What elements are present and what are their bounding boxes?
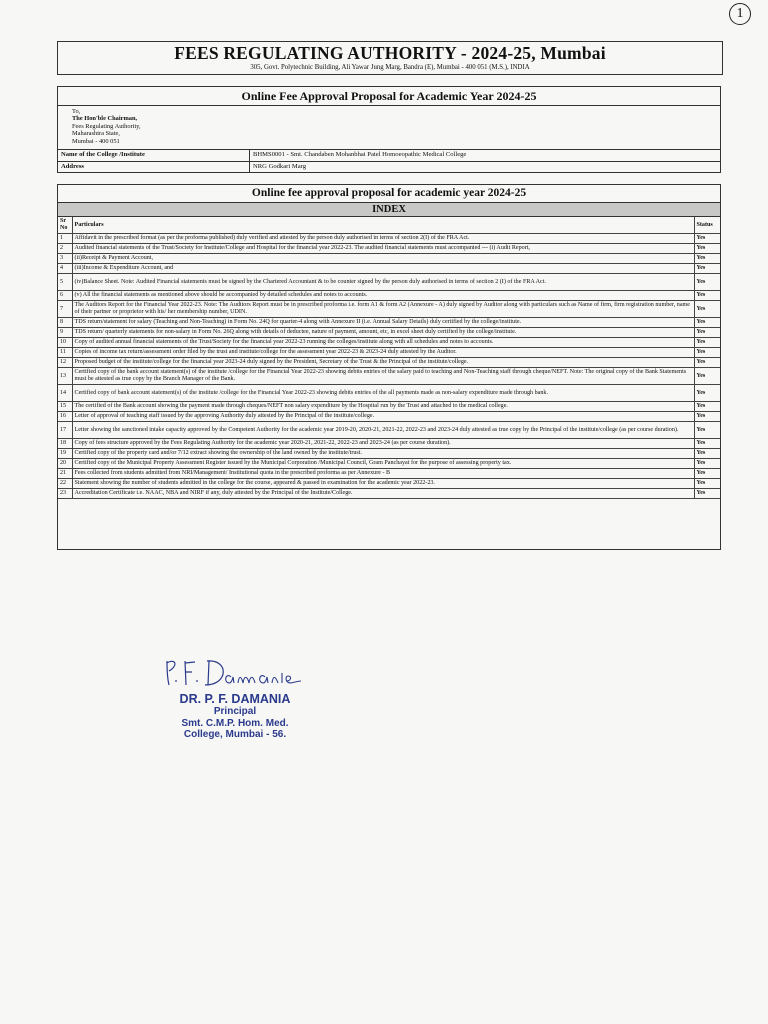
- row-status: Yes: [694, 459, 720, 469]
- row-sr: 14: [58, 385, 72, 402]
- index-row: [58, 412, 720, 422]
- row-particulars: Copy of audited annual financial statements of the Trust/Society for the financial year 2022-23 running the colleges/institute along with all schedules and notes to accounts.: [72, 338, 694, 348]
- row-status: Yes: [694, 385, 720, 402]
- address-value: NRG Godkari Marg: [253, 162, 306, 170]
- row-particulars: The Auditors Report for the Financial Year 2022-23. Note: The Auditors Report must be in prescribed proforma i.e. form A1 & form A2 (Annexure - A) duly signed by Auditor along with particulars such as Name of firm, firm registration number, name of their partner or proprietor with his/ her membership number, UDIN.: [72, 301, 694, 318]
- row-particulars: Proposed budget of the institute/college for the financial year 2023-24 duly signed by the President, Secretary of the Trust & the Principal of the institute/college.: [72, 358, 694, 368]
- row-status: Yes: [694, 489, 720, 499]
- proposal-box: [57, 86, 721, 173]
- addressee-line: To,: [72, 108, 81, 115]
- row-particulars: Letter showing the sanctioned intake capacity approved by the Competent Authority for the academic year 2019-20, 2020-21, 2021-22, 2022-23 and 2023-24 duly attested as true copy by the Principal of the institute/college (as per course duration).: [72, 422, 694, 439]
- row-status: Yes: [694, 422, 720, 439]
- row-status: Yes: [694, 338, 720, 348]
- row-sr: 3: [58, 254, 72, 264]
- row-particulars: The certified of the Bank account showing the payment made through cheques/NEFT non salary expenditure by the Hospital run by the Trust and attached to the medical college.: [72, 402, 694, 412]
- row-sr: 20: [58, 459, 72, 469]
- index-header-row: [58, 217, 720, 234]
- row-status: Yes: [694, 264, 720, 274]
- row-status: Yes: [694, 254, 720, 264]
- row-status: Yes: [694, 301, 720, 318]
- addressee-block: [58, 106, 720, 150]
- row-particulars: Fees collected from students admitted from NRI/Management/ Institutional quota in the prescribed proforma as per Annexure - B: [72, 469, 694, 479]
- college-label: Name of the College /Institute: [58, 150, 250, 161]
- row-sr: 2: [58, 244, 72, 254]
- row-sr: 15: [58, 402, 72, 412]
- col-particulars-header: Particulars: [72, 217, 694, 234]
- row-particulars: TDS return/statement for salary (Teaching and Non-Teaching) in Form No. 24Q for quarter-4 along with Annexure II (i.e. Annual Salary Details) duly certified by the college/institute.: [72, 318, 694, 328]
- index-row: [58, 479, 720, 489]
- index-row: [58, 318, 720, 328]
- index-table: [58, 217, 720, 499]
- college-row: [58, 150, 720, 161]
- row-sr: 6: [58, 291, 72, 301]
- index-row: [58, 234, 720, 244]
- index-row: [58, 385, 720, 402]
- index-row: [58, 264, 720, 274]
- row-particulars: Affidavit in the prescribed format (as per the proforma published) duly verified and attested by the person duly authorised in terms of section 2(I) of the FRA Act.: [72, 234, 694, 244]
- row-particulars: Certified copy of the bank account statement(s) of the institute /college for the Financial Year 2022-23 showing debits entries of the salary paid to teaching and Non-Teaching staff through cheque/NEFT. Note: The original copy of the Bank Statements must be attested as true copy by the Branch Manager of the Bank.: [72, 368, 694, 385]
- row-sr: 7: [58, 301, 72, 318]
- index-row: [58, 489, 720, 499]
- index-row: [58, 348, 720, 358]
- index-bar: INDEX: [58, 203, 720, 217]
- index-row: [58, 291, 720, 301]
- index-title: Online fee approval proposal for academic year 2024-25: [58, 185, 720, 203]
- row-status: Yes: [694, 234, 720, 244]
- index-row: [58, 439, 720, 449]
- row-particulars: Letter of approval of teaching staff issued by the approving Authority duly attested by the Principal of the institute/college.: [72, 412, 694, 422]
- row-particulars: Certified copy of the property card and/or 7/12 extract showing the ownership of the land owned by the institute/trust.: [72, 449, 694, 459]
- row-particulars: TDS return/ quarterly statements for non-salary in Form No. 26Q along with details of deductee, nature of payment, amount, etc, in excel sheet duly certified by the college/institute.: [72, 328, 694, 338]
- row-sr: 19: [58, 449, 72, 459]
- row-particulars: Accreditation Certificate i.e. NAAC, NBA and NIRF if any, duly attested by the Principal of the Institute/College.: [72, 489, 694, 499]
- addressee-line: Maharashtra State,: [72, 130, 120, 138]
- row-status: Yes: [694, 291, 720, 301]
- index-body: [58, 234, 720, 499]
- row-sr: 9: [58, 328, 72, 338]
- index-row: [58, 244, 720, 254]
- row-status: Yes: [694, 412, 720, 422]
- row-status: Yes: [694, 449, 720, 459]
- row-sr: 4: [58, 264, 72, 274]
- row-particulars: Certified copy of the Municipal Property Assessment Register issued by the Municipal Corporation /Municipal Council, Gram Panchayat for the purpose of assessing property tax.: [72, 459, 694, 469]
- authority-header: [57, 41, 723, 75]
- row-status: Yes: [694, 244, 720, 254]
- stamp-location: College, Mumbai - 56.: [183, 729, 287, 740]
- row-status: Yes: [694, 439, 720, 449]
- row-sr: 23: [58, 489, 72, 499]
- proposal-title: Online Fee Approval Proposal for Academic Year 2024-25: [58, 87, 720, 106]
- address-label: Address: [58, 162, 250, 173]
- row-sr: 16: [58, 412, 72, 422]
- index-box: [57, 184, 721, 550]
- addressee-line: The Hon'ble Chairman,: [72, 115, 138, 123]
- row-status: Yes: [694, 479, 720, 489]
- row-particulars: (v) All the financial statements as mentioned above should be accompanied by detailed schedules and notes to accounts.: [72, 291, 694, 301]
- index-row: [58, 449, 720, 459]
- handwritten-signature: [161, 655, 311, 689]
- index-row: [58, 328, 720, 338]
- index-row: [58, 301, 720, 318]
- row-particulars: Certified copy of bank account statement(s) of the institute /college for the Financial Year 2022-23 showing debits entries of the all payments made as non-salary expenditure made through bank.: [72, 385, 694, 402]
- authority-address: 305, Govt. Polytechnic Building, Ali Yawar Jung Marg, Bandra (E), Mumbai - 400 051 (M.S.), INDIA: [250, 64, 530, 71]
- index-row: [58, 459, 720, 469]
- row-status: Yes: [694, 358, 720, 368]
- index-row: [58, 422, 720, 439]
- row-sr: 13: [58, 368, 72, 385]
- row-particulars: (ii)Receipt & Payment Account,: [72, 254, 694, 264]
- row-status: Yes: [694, 348, 720, 358]
- authority-title: FEES REGULATING AUTHORITY - 2024-25, Mumbai: [174, 43, 606, 63]
- row-status: Yes: [694, 318, 720, 328]
- row-particulars: (iv)Balance Sheet. Note: Audited Financial statements must be signed by the Chartered Accountant & to be counter signed by the person duly authorised in terms of section 2 (I) of the FRA Act.: [72, 274, 694, 291]
- row-particulars: (iii)Income & Expenditure Account, and: [72, 264, 694, 274]
- stamp-name: DR. P. F. DAMANIA: [179, 692, 291, 706]
- row-sr: 11: [58, 348, 72, 358]
- row-status: Yes: [694, 368, 720, 385]
- row-sr: 8: [58, 318, 72, 328]
- stamp-institution: Smt. C.M.P. Hom. Med.: [181, 717, 289, 729]
- addressee-line: Mumbai - 400 051: [72, 137, 120, 145]
- row-sr: 5: [58, 274, 72, 291]
- stamp-designation: Principal: [213, 706, 257, 717]
- row-particulars: Copies of income tax return/assessment order filed by the trust and institute/college for the assessment year 2022-23 & 2023-24 duly attested by the Auditor.: [72, 348, 694, 358]
- index-row: [58, 274, 720, 291]
- row-sr: 17: [58, 422, 72, 439]
- index-row: [58, 338, 720, 348]
- row-status: Yes: [694, 469, 720, 479]
- col-sr-header: Sr No: [58, 217, 72, 234]
- index-row: [58, 469, 720, 479]
- address-row: [58, 161, 720, 173]
- college-value: BHMS0001 - Smt. Chandaben Mohanbhai Patel Homoeopathic Medical College: [253, 151, 467, 158]
- principal-stamp: [160, 692, 310, 741]
- page-number: 1: [729, 3, 751, 25]
- index-row: [58, 402, 720, 412]
- index-row: [58, 358, 720, 368]
- row-sr: 10: [58, 338, 72, 348]
- row-status: Yes: [694, 274, 720, 291]
- row-particulars: Statement showing the number of students admitted in the college for the course, appeared & passed in examination for the academic year 2022-23.: [72, 479, 694, 489]
- index-row: [58, 254, 720, 264]
- addressee-line: Fees Regulating Authority,: [72, 122, 141, 130]
- index-row: [58, 368, 720, 385]
- row-sr: 21: [58, 469, 72, 479]
- col-status-header: Status: [694, 217, 720, 234]
- row-status: Yes: [694, 328, 720, 338]
- row-sr: 22: [58, 479, 72, 489]
- row-sr: 1: [58, 234, 72, 244]
- row-particulars: Audited financial statements of the Trust/Society for Institute/College and Hospital for the financial year 2022-23. The audited financial statements must accompanied --- (i) Audit Report,: [72, 244, 694, 254]
- row-sr: 12: [58, 358, 72, 368]
- row-particulars: Copy of fees structure approved by the Fees Regulating Authority for the academic year 2020-21, 2021-22, 2022-23 and 2023-24 (as per course duration).: [72, 439, 694, 449]
- row-status: Yes: [694, 402, 720, 412]
- row-sr: 18: [58, 439, 72, 449]
